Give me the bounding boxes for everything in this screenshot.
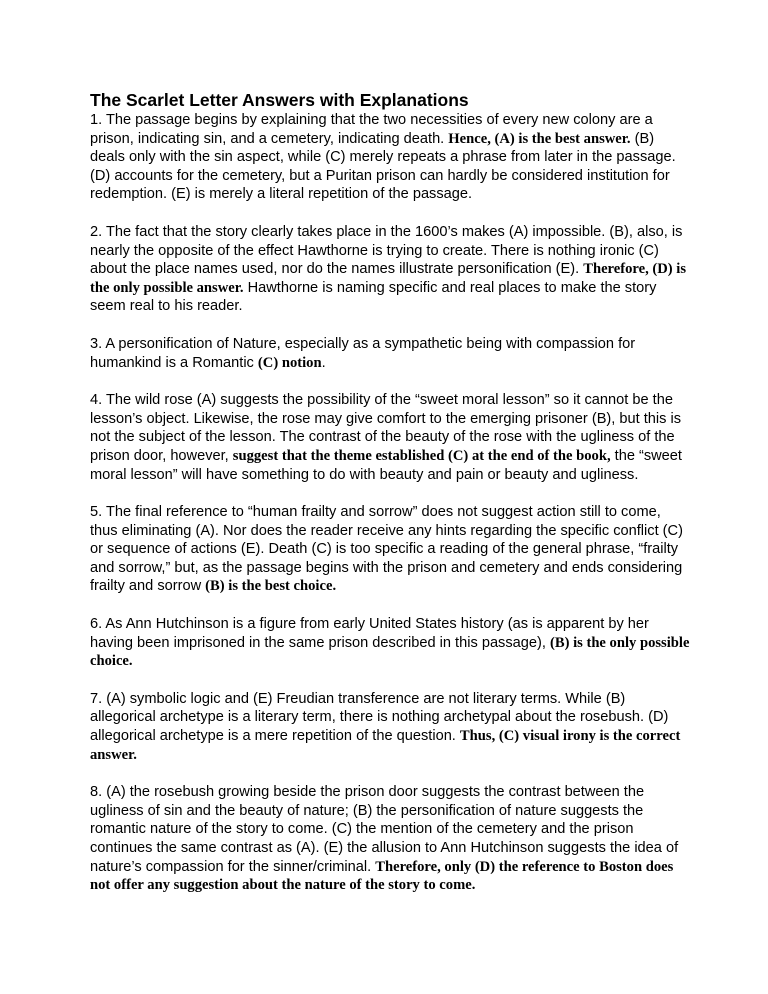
answer-3-text: 3. A personification of Nature, especially as a sympathetic being with compassion for humankind is a Romantic <box>90 335 636 371</box>
answer-1 <box>90 111 690 204</box>
answer-6-text: 6. As Ann Hutchinson is a figure from early United States history (as is apparent by her having been imprisoned in the same prison described in this passage), <box>90 616 649 651</box>
answer-4-highlight: suggest that the theme established (C) at the end of the book, <box>232 447 611 464</box>
answer-4 <box>90 391 690 484</box>
answer-8 <box>90 783 690 895</box>
answer-5 <box>90 503 690 596</box>
answer-4-rest: the “sweet moral lesson” will have something to do with beauty and pain or beauty and ugliness. <box>90 447 682 483</box>
answer-7 <box>90 690 690 764</box>
answer-1-text: 1. The passage begins by explaining that the two necessities of every new colony are a prison, indicating sin, and a cemetery, indicating death. <box>90 112 653 147</box>
answer-8-text: 8. (A) the rosebush growing beside the prison door suggests the contrast between the ugliness of sin and the beauty of nature; (B) the personification of nature suggests the romantic nature of the story to come. (C) the mention of the cemetery and the prison continues the same contrast as (A). (E) the allusion to Ann Hutchinson suggests the idea of nature’s compassion for the sinner/criminal. <box>90 784 679 875</box>
answer-2-rest: Hawthorne is naming specific and real places to make the story seem real to his reader. <box>90 279 657 315</box>
answer-6-highlight: (B) is the only possible choice. <box>90 634 690 670</box>
answer-3 <box>90 335 690 372</box>
answer-2-highlight: Therefore, (D) is the only possible answer. <box>90 261 687 296</box>
answer-5-text: 5. The final reference to “human frailty and sorrow” does not suggest action still to come, thus eliminating (A). Nor does the reader receive any hints regarding the specific conflict (C) or sequence of actions (E). Death (C) is too specific a reading of the general phrase, “frailty and sorrow,” but, as the passage begins with the prison and cemetery and ends considering frailty and sorrow <box>90 504 683 595</box>
answer-7-highlight: Thus, (C) visual irony is the correct answer. <box>90 728 681 763</box>
answer-5-highlight: (B) is the best choice. <box>205 578 337 595</box>
document-page <box>90 90 690 914</box>
answer-1-highlight: Hence, (A) is the best answer. <box>448 130 631 147</box>
answer-3-highlight: (C) notion <box>257 354 322 371</box>
document-title: The Scarlet Letter Answers with Explanations <box>90 90 469 110</box>
answer-2 <box>90 223 690 316</box>
answer-3-rest: . <box>321 354 326 371</box>
answer-7-text: 7. (A) symbolic logic and (E) Freudian transference are not literary terms. While (B) allegorical archetype is a literary term, there is nothing archetypal about the rosebush. (D) allegorical archetype is a mere repetition of the question. <box>90 690 669 745</box>
answer-6 <box>90 615 690 671</box>
answer-2-text: 2. The fact that the story clearly takes place in the 1600’s makes (A) impossible. (B), also, is nearly the opposite of the effect Hawthorne is trying to create. There is nothing ironic (C) about the place names used, nor do the names illustrate personification (E). <box>90 223 683 278</box>
answer-1-rest: (B) deals only with the sin aspect, while (C) merely repeats a phrase from later in the passage.(D) accounts for the cemetery, but a Puritan prison can hardly be considered institution for redemption. (E) is merely a literal repetition of the passage. <box>90 130 676 203</box>
answer-4-text: 4. The wild rose (A) suggests the possibility of the “sweet moral lesson” so it cannot be the lesson’s object. Likewise, the rose may give comfort to the emerging prisoner (B), but this is not the subject of the lesson. The contrast of the beauty of the rose with the ugliness of the prison door, however, <box>90 392 682 464</box>
answer-8-highlight: Therefore, only (D) the reference to Boston does not offer any suggestion about the nature of the story to come. <box>90 858 674 894</box>
